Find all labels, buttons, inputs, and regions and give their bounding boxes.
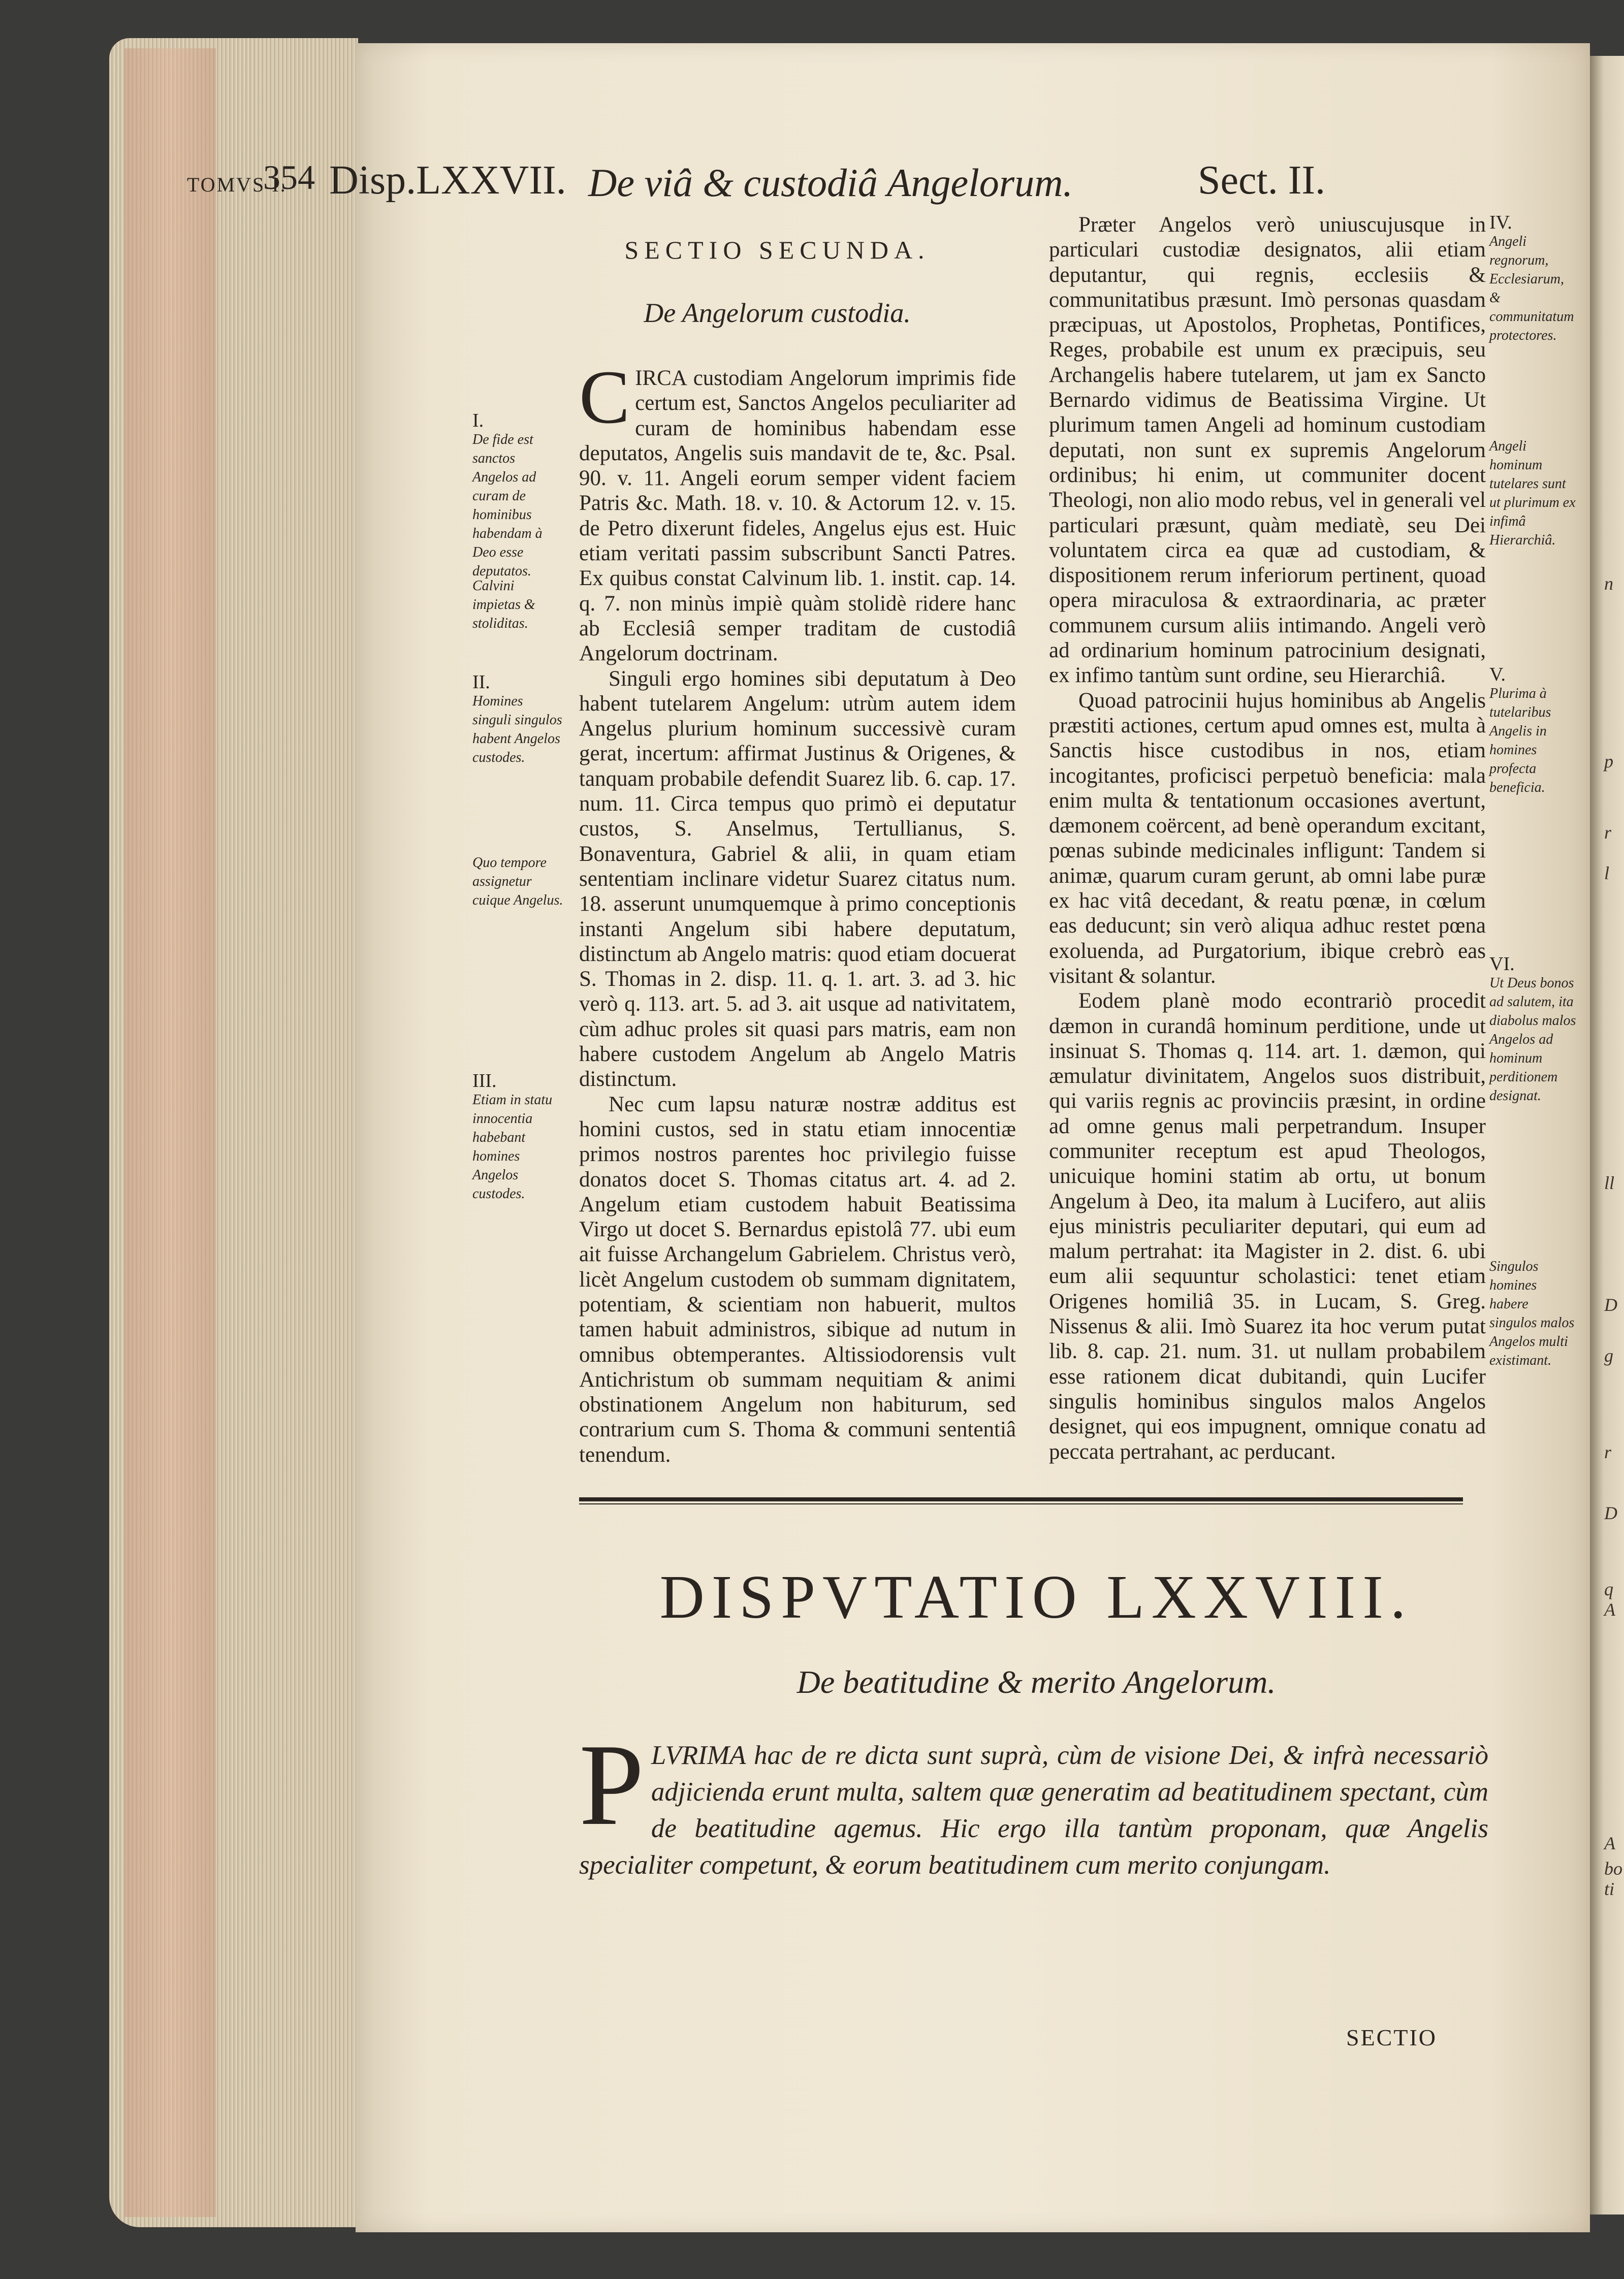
running-head — [187, 157, 1492, 203]
facing-page-fragment: A — [1604, 1599, 1615, 1620]
facing-page-fragment: l — [1604, 863, 1610, 883]
divider-rule — [579, 1497, 1463, 1501]
paragraph: Quoad patrocinii hujus hominibus ab Angelis præstiti actiones, certum apud omnes est, multa à Sanctis hisce custodibus in nos, etiam incogitantes, proficisci perpetuò beneficia: mala enim multa & tentationum occasiones avertunt, dæmonem coërcent, ad benè operandum excitant, pœnas subinde medicinales infligunt: Tandem si animæ, quarum curam gerunt, ab omni labe puræ ex hac vitâ decedant, & reatu pœnæ, in cœlum eas deducunt; sin verò aliqua adhuc restet pœna exoluenda, ad Purgatorium, ibique crebrò eas visitant & solantur. — [1049, 688, 1486, 988]
divider-rule-thin — [579, 1503, 1463, 1504]
page-edges — [124, 48, 216, 2217]
margin-note: IV. Angeli regnorum, Ecclesiarum, & communitatum protectores. — [1489, 212, 1574, 343]
margin-note: I. De fide est sanctos Angelos ad curam de hominibus habendam à Deo esse deputatos. — [472, 410, 543, 579]
section-label: Sect. II. — [1198, 158, 1326, 203]
margin-note: Quo tempore assignetur cuique Angelus. — [472, 855, 563, 908]
page-number: 354 — [263, 158, 315, 197]
disputation-intro: PLVRIMA hac de re dicta sunt suprà, cùm de visione Dei, & infrà necessariò adjicienda erunt multa, saltem quæ generatim ad beatitudinem spectant, cùm de beatitudine agemus. Hic ergo illa tantùm proponam, quæ Angelis specialiter competunt, & eorum beatitudinem cum merito conjungam. — [579, 1720, 1488, 1880]
facing-page-fragment: q — [1604, 1579, 1613, 1599]
paragraph: CIRCA custodiam Angelorum imprimis fide certum est, Sanctos Angelos peculiariter ad curam de hominibus habendam esse deputatos, Angelis suis mandavit de te, &c. Psal. 90. v. 11. Angeli eorum semper vident faciem Patris &c. Math. 18. v. 10. & Actorum 12. v. 15. de Petro dixerunt fideles, Angelus ejus est. Huic etiam veritati passim subscribunt Sancti Patres. Ex quibus constat Calvinum lib. 1. instit. cap. 14. q. 7. non minùs impiè quàm stolidè ridere hanc ab Ecclesiâ semper traditam de custodiâ Angelorum doctrinam. — [579, 355, 1016, 666]
facing-page-fragment: g — [1604, 1345, 1613, 1366]
disputation-label: Disp.LXXVII. — [329, 158, 566, 203]
facing-page-fragment: bo — [1604, 1858, 1622, 1879]
right-text-column — [1049, 212, 1486, 1464]
facing-page-fragment: D — [1604, 1503, 1617, 1523]
facing-page-fragment: n — [1604, 573, 1613, 594]
paragraph: Eodem planè modo econtrariò procedit dæmon in curandâ hominum perditione, unde ut insinuat S. Thomas q. 114. art. 1. dæmon, qui æmulatur divinitatem, Angelos suos distribuit, qui variis regnis ac provinciis præsint, in ordine ad omne genus mali perpetrandum. Insuper communiter receptum est apud Theologos, unicuique homini statim ab ortu, ut bonum Angelum à Deo, ita malum à Lucifero, aut aliis ejus ministris peculiariter deputari, qui eum ad malum pertrahat: ita Magister in 2. dist. 6. ubi eum alii sequuntur scholastici: tenet etiam Origenes homiliâ 35. in Lucam, S. Greg. Nissenus & alii. Imò Suarez ita hoc verum putat lib. 8. cap. 21. num. 31. ut nullam probabilem esse rationem dicat dubitandi, quin Lucifer singulis hominibus singulos malos Angelos designet, qui eos impugnent, omnique conatu ad peccata pertrahant, ac perducant. — [1049, 989, 1486, 1464]
disputation-subtitle: De beatitudine & merito Angelorum. — [797, 1664, 1276, 1700]
facing-page-fragment: ll — [1604, 1173, 1615, 1193]
margin-note: Angeli hominum tutelares sunt ut plurimum ex infimâ Hierarchiâ. — [1489, 438, 1576, 548]
disputation-title: DISPVTATIO LXXVIII. — [659, 1563, 1413, 1631]
margin-note: Singulos homines habere singulos malos Angelos multi existimant. — [1489, 1259, 1575, 1368]
running-title: De viâ & custodiâ Angelorum. — [588, 161, 1073, 205]
drop-cap: C — [579, 355, 630, 439]
section-title: SECTIO SECUNDA. — [624, 236, 930, 264]
facing-page-fragment: A — [1604, 1833, 1615, 1853]
margin-note: VI. Ut Deus bonos ad salutem, ita diabolus malos Angelos ad hominum perditionem designat. — [1489, 953, 1576, 1104]
drop-cap: P — [579, 1720, 644, 1849]
paragraph: Præter Angelos verò uniuscujusque in particulari custodiæ designatos, alii etiam deputantur, qui regnis, ecclesiis & communitatibus præsunt. Imò personas quasdam præcipuas, ut Apostolos, Prophetas, Pontifices, Reges, probabile est unum ex præcipuis, seu Archangelis habere tutelarem, ut jam ex Sancto Bernardo vidimus de Beatissima Virgine. Ut plurimum tamen Angeli ad hominum custodiam deputati, non sunt ex supremis Angelorum ordinibus; hi enim, ut communiter docent Theologi, non alio modo rebus, vel in generali vel particulari præsunt, quàm mediatè, seu Dei voluntatem circa ea quæ ad custodiam, & dispositionem rerum inferiorum pertinent, quoad opera miraculosa & extraordinaria, ac præter communem cursum aliis intimando. Angeli verò ad ordinarium hominum patrocinium designati, ex infimo tantùm sunt ordine, seu Hierarchiâ. — [1049, 213, 1486, 688]
paragraph: Singuli ergo homines sibi deputatum à Deo habent tutelarem Angelum: utrùm autem idem Angelus plurium hominum successivè curam gerat, incertum: affirmat Justinus & Origenes, & tanquam probabile defendit Suarez lib. 6. cap. 17. num. 11. Circa tempus quo primò ei deputatur custos, S. Anselmus, Tertullianus, S. Bonaventura, Gabriel & alii, in quam etiam sententiam inclinare videtur Suarez citatus num. 18. asserunt unumquemque à primo conceptionis instanti Angelum sibi habere deputatum, distinctum ab Angelo matris: quod etiam docuerat S. Thomas in 2. disp. 11. q. 1. art. 3. ad 3. hic verò q. 113. art. 5. ad 3. ait usque ad nativitatem, cùm adhuc proles sit quasi pars matris, eam non habere custodem Angelum ab Angelo Matris distinctum. — [579, 666, 1016, 1092]
facing-page-fragment: ti — [1604, 1879, 1615, 1899]
facing-page-edge — [1590, 56, 1624, 2214]
facing-page-fragment: r — [1604, 1442, 1612, 1462]
margin-note: III. Etiam in statu innocentia habebant homines Angelos custodes. — [472, 1070, 553, 1202]
facing-page-fragment: p — [1604, 751, 1613, 772]
facing-page-fragment: r — [1604, 822, 1612, 843]
margin-note: V. Plurima à tutelaribus Angelis in homines profecta beneficia. — [1489, 664, 1551, 795]
catchword: SECTIO — [1346, 2025, 1437, 2050]
margin-note: II. Homines singuli singulos habent Angelos custodes. — [472, 671, 562, 765]
volume-label: TOMVS I. — [187, 173, 287, 196]
paragraph: Nec cum lapsu naturæ nostræ additus est homini custos, sed in statu etiam innocentiæ primos nostros parentes hoc privilegio fuisse donatos docet S. Thomas citatus art. 4. ad 2. Angelum etiam custodem habuit Beatissima Virgo ut docet S. Bernardus epistolâ 77. ubi eum ait fuisse Archangelum Gabrielem. Christus verò, licèt Angelum custodem ob summam dignitatem, potentiam, & scientiam non habuerit, multos tamen habuit administros, sibique ad nutum in omnibus obtemperantes. Altissiodorensis vult Antichristum ob summam nequitiam & animi obstinationem Angelum non habiturum, sed contrarium cum S. Thoma & communi sententiâ tenendum. — [579, 1092, 1016, 1467]
margin-note: Calvini impietas & stoliditas. — [472, 578, 535, 631]
left-text-column — [579, 355, 1016, 1467]
facing-page-fragment: D — [1604, 1295, 1617, 1315]
section-subtitle: De Angelorum custodia. — [644, 298, 911, 328]
